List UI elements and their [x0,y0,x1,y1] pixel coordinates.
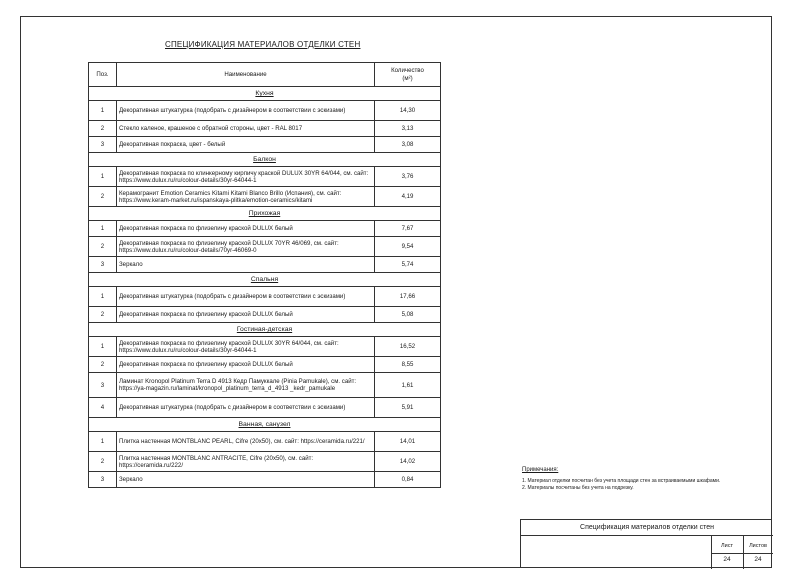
row-qty: 5,08 [375,307,441,323]
row-qty: 14,02 [375,452,441,472]
row-pos: 2 [89,452,117,472]
row-pos: 3 [89,373,117,398]
title-block-grid [521,536,773,569]
sheet-value: 24 [723,556,731,563]
row-name: Ламинат Kronopol Platinum Terra D 4913 Кедр Памуккале (Pinia Pamukale), см. сайт: https://ya-magazin.ru/laminat/kronopol_platinum_terra_d_4913 _kedr_pamukale [117,373,375,398]
row-name: Декоративная штукатурка (подобрать с дизайнером в соответствии с эскизами) [117,287,375,307]
row-pos: 2 [89,187,117,207]
section-cell [89,323,441,337]
sheet-label: Лист [721,543,733,549]
row-qty: 14,30 [375,101,441,121]
section-cell [89,87,441,101]
row-pos: 1 [89,167,117,187]
row-name: Декоративная покраска по флизелину краской DULUX белый [117,221,375,237]
row-name: Стекло каленое, крашеное с обратной стороны, цвет - RAL 8017 [117,121,375,137]
table-row [89,101,441,121]
header-qty-unit: (м²) [402,74,413,82]
section-row [89,207,441,221]
table-row [89,237,441,257]
table-header-row [89,63,441,87]
table-row [89,187,441,207]
row-name: Плитка настенная MONTBLANC PEARL, Cifre (20x50), см. сайт: https://ceramida.ru/221/ [117,432,375,452]
specification-table [88,62,441,488]
row-name: Декоративная покраска по флизелину краской DULUX 30YR 64/044, см. сайт: https://www.dulux.ru/ru/colour-details/30yr-64044-1 [117,337,375,357]
row-name: Декоративная покраска по флизелину краской DULUX белый [117,307,375,323]
row-pos: 2 [89,121,117,137]
row-pos: 2 [89,307,117,323]
table-row [89,472,441,488]
header-name: Наименование [117,63,375,87]
row-pos: 1 [89,221,117,237]
row-qty: 3,08 [375,137,441,153]
row-pos: 2 [89,357,117,373]
section-title: Прихожая [248,210,281,217]
table-row [89,452,441,472]
table-row [89,167,441,187]
row-pos: 3 [89,257,117,273]
table-row [89,307,441,323]
section-cell [89,418,441,432]
row-qty: 3,76 [375,167,441,187]
row-name: Декоративная покраска по клинкерному кирпичу краской DULUX 30YR 64/044, см. сайт: https://www.dulux.ru/ru/colour-details/30yr-64044-1 [117,167,375,187]
row-qty: 7,67 [375,221,441,237]
row-pos: 1 [89,337,117,357]
row-pos: 3 [89,472,117,488]
row-pos: 1 [89,101,117,121]
section-title: Ванная, санузел [238,421,291,428]
row-pos: 4 [89,398,117,418]
header-qty-label: Количество [391,66,424,74]
section-cell [89,153,441,167]
section-row [89,273,441,287]
row-name: Декоративная штукатурка (подобрать с дизайнером в соответствии с эскизами) [117,398,375,418]
section-title: Балкон [253,156,276,163]
row-qty: 9,54 [375,237,441,257]
table-row [89,121,441,137]
row-pos: 2 [89,237,117,257]
row-qty: 8,55 [375,357,441,373]
section-title: Гостиная-детская [236,326,293,333]
section-cell [89,273,441,287]
table-row [89,398,441,418]
row-name: Декоративная покраска, цвет - белый [117,137,375,153]
row-name: Декоративная покраска по флизелину краской DULUX белый [117,357,375,373]
section-row [89,323,441,337]
note-item: 2. Материалы посчитаны без учета на подрезку. [522,485,634,491]
row-pos: 1 [89,432,117,452]
table-row [89,287,441,307]
section-row [89,418,441,432]
table-row [89,337,441,357]
header-qty [375,63,441,87]
row-qty: 17,66 [375,287,441,307]
row-qty: 0,84 [375,472,441,488]
row-name: Декоративная штукатурка (подобрать с дизайнером в соответствии с эскизами) [117,101,375,121]
row-name: Декоративная покраска по флизелину краской DULUX 70YR 46/069, см. сайт: https://www.dulux.ru/ru/colour-details/70yr-46069-0 [117,237,375,257]
section-cell [89,207,441,221]
row-qty: 16,52 [375,337,441,357]
row-qty: 4,19 [375,187,441,207]
table-row [89,432,441,452]
section-title: Кухня [255,90,274,97]
row-qty: 3,13 [375,121,441,137]
row-pos: 3 [89,137,117,153]
sheets-value: 24 [754,556,762,563]
title-block [520,519,772,568]
row-name: Зеркало [117,472,375,488]
table-row [89,137,441,153]
table-row [89,373,441,398]
row-qty: 5,91 [375,398,441,418]
section-row [89,87,441,101]
section-title: Спальня [250,276,279,283]
header-pos: Поз. [89,63,117,87]
title-block-name: Спецификация материалов отделки стен [521,520,773,536]
document-title: СПЕЦИФИКАЦИЯ МАТЕРИАЛОВ ОТДЕЛКИ СТЕН [165,40,361,49]
note-item: 1. Материал отделки посчитан без учета площади стен за встраиваемыми шкафами. [522,478,721,484]
row-qty: 5,74 [375,257,441,273]
table-row [89,221,441,237]
row-name: Зеркало [117,257,375,273]
table-row [89,357,441,373]
sheets-label: Листов [749,543,767,549]
row-qty: 14,01 [375,432,441,452]
row-pos: 1 [89,287,117,307]
table-body [89,87,441,488]
notes-block [522,467,720,492]
row-qty: 1,61 [375,373,441,398]
row-name: Плитка настенная MONTBLANC ANTRACITE, Cifre (20x50), см. сайт: https://ceramida.ru/222/ [117,452,375,472]
table-row [89,257,441,273]
notes-title: Примечания: [522,467,559,473]
row-name: Керамогранит Emotion Ceramics Kitami Kitami Blanco Brillo (Испания), см. сайт: https://www.keram-market.ru/ispanskaya-plitka/emotion-ceramics/kitami [117,187,375,207]
section-row [89,153,441,167]
title-block-hline [711,553,773,554]
